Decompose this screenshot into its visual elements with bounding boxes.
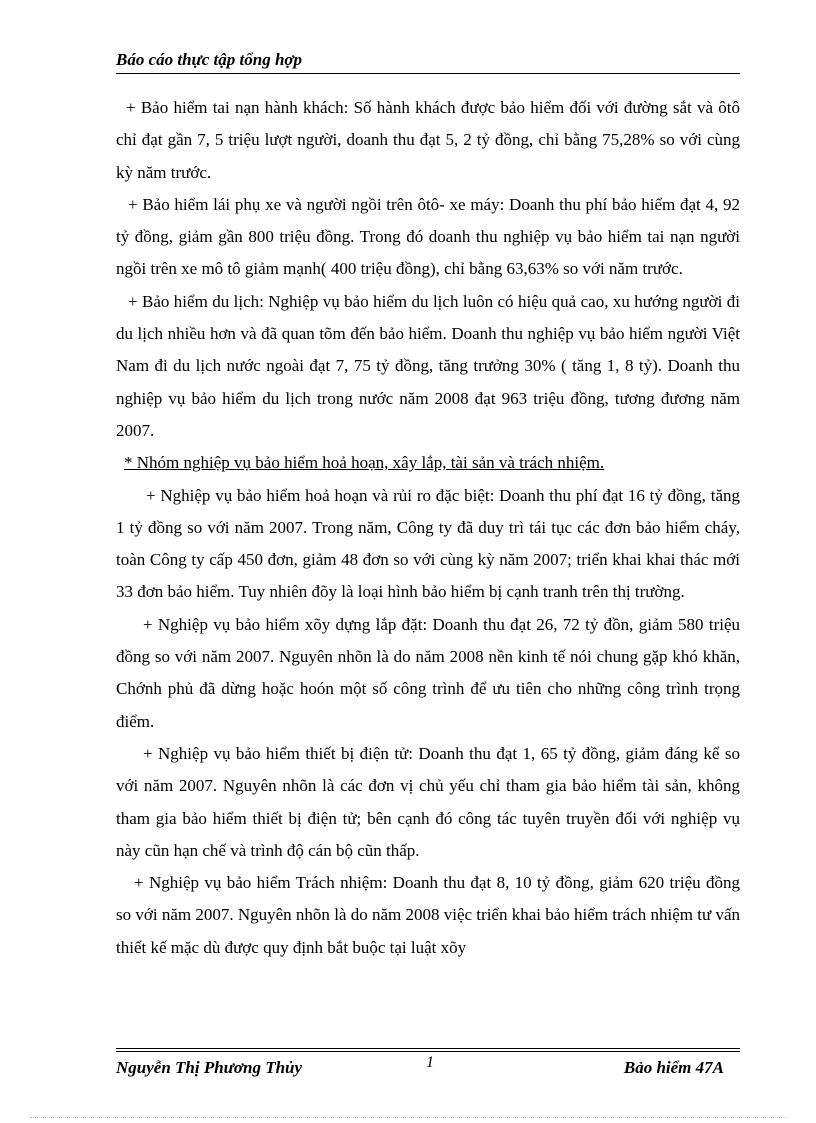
paragraph-construction-insurance: + Nghiệp vụ bảo hiểm xõy dựng lắp đặt: Doanh thu đạt 26, 72 tỷ đồn, giảm 580 triệu đồng so với năm 2007. Nguyên nhõn là do năm 2008 nền kinh tế nói chung gặp khó khăn, Chớnh phủ đã dừng hoặc hoón một số công trình để ưu tiên cho những công trình trọng điểm.: [116, 614, 740, 731]
paragraph-passenger-accident-insurance: + Bảo hiểm tai nạn hành khách: Số hành khách được bảo hiểm đối với đường sắt và ôtô chỉ đạt gần 7, 5 triệu lượt người, doanh thu đạt 5, 2 tỷ đồng, chỉ bằng 75,28% so với cùng kỳ năm trước.: [116, 98, 740, 182]
section-heading-property-liability: * Nhóm nghiệp vụ bảo hiểm hoả hoạn, xây lắp, tài sản và trách nhiệm.: [124, 453, 605, 473]
footer-department: Bảo hiểm 47A: [623, 1058, 724, 1077]
footer-author: Nguyễn Thị Phương Thủy: [116, 1058, 303, 1077]
paragraph-liability-insurance: + Nghiệp vụ bảo hiểm Trách nhiệm: Doanh thu đạt 8, 10 tỷ đồng, giảm 620 triệu đồng so với năm 2007. Nguyên nhõn là do năm 2008 việc triển khai bảo hiểm trách nhiệm tư vấn thiết kế mặc dù được quy định bắt buộc tại luật xõy: [116, 873, 740, 957]
page-header: [116, 49, 740, 74]
page-number: 1: [426, 1054, 434, 1071]
document-body: [116, 92, 740, 964]
paragraph-fire-insurance: + Nghiệp vụ bảo hiểm hoả hoạn và rủi ro đặc biệt: Doanh thu phí đạt 16 tỷ đồng, tăng 1 tỷ đồng so với năm 2007. Trong năm, Công ty đã duy trì tái tục các đơn bảo hiểm cháy, toàn Công ty cấp 450 đơn, giảm 48 đơn so với cùng kỳ năm 2007; triển khai khai thác mới 33 đơn bảo hiểm. Tuy nhiên đõy là loại hình bảo hiểm bị cạnh tranh trên thị trường.: [116, 485, 740, 602]
paragraph-electronic-equipment-insurance: + Nghiệp vụ bảo hiểm thiết bị điện tử: Doanh thu đạt 1, 65 tỷ đồng, giảm đáng kể so với năm 2007. Nguyên nhõn là các đơn vị chủ yếu chỉ tham gia bảo hiểm tài sản, không tham gia bảo hiểm thiết bị điện tử; bên cạnh đó công tác tuyên truyền đối với nghiệp vụ này cũn hạn chế và trình độ cán bộ cũn thấp.: [116, 743, 740, 860]
paragraph-driver-passenger-insurance: + Bảo hiểm lái phụ xe và người ngồi trên ôtô- xe máy: Doanh thu phí bảo hiểm đạt 4, 92 tỷ đồng, giảm gần 800 triệu đồng. Trong đó doanh thu nghiệp vụ bảo hiểm tai nạn người ngồi trên xe mô tô giảm mạnh( 400 triệu đồng), chỉ bằng 63,63% so với năm trước.: [116, 194, 740, 279]
page-bottom-divider: [30, 1117, 786, 1118]
footer-rule: [116, 1048, 740, 1049]
page-footer: [116, 1048, 740, 1078]
footer-rule: [116, 1051, 740, 1052]
header-title: Báo cáo thực tập tổng hợp: [116, 50, 303, 69]
paragraph-travel-insurance: + Bảo hiểm du lịch: Nghiệp vụ bảo hiểm du lịch luôn có hiệu quả cao, xu hướng người đi du lịch nhiều hơn và đã quan tõm đến bảo hiểm. Doanh thu nghiệp vụ bảo hiểm người Việt Nam đi du lịch nước ngoài đạt 7, 75 tỷ đồng, tăng trưởng 30% ( tăng 1, 8 tỷ). Doanh thu nghiệp vụ bảo hiểm du lịch trong nước năm 2008 đạt 963 triệu đồng, tương đương năm 2007.: [116, 291, 740, 440]
